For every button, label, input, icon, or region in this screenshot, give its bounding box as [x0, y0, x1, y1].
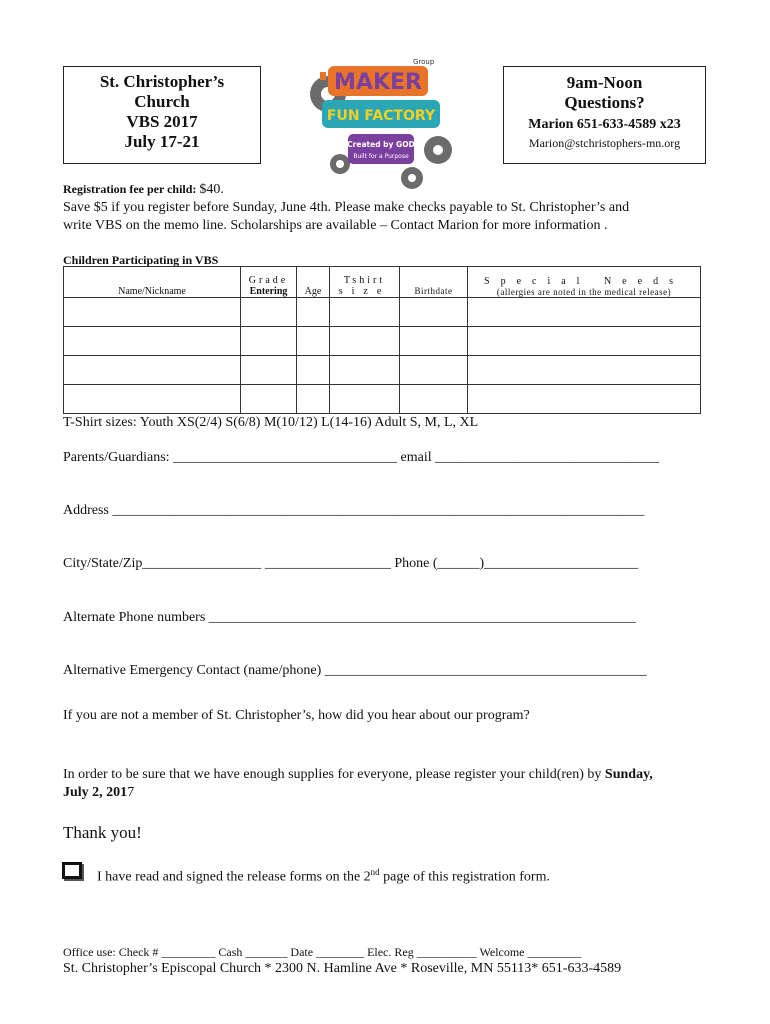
age-cell[interactable]: [297, 356, 330, 385]
event-dates: July 17-21: [124, 132, 200, 151]
birthdate-cell[interactable]: [400, 327, 468, 356]
maker-fun-factory-logo: [300, 52, 460, 192]
tshirt-cell[interactable]: [330, 298, 400, 327]
office-use-line: Office use: Check # _________ Cash _______ Date ________ Elec. Reg __________ Welcome _________: [63, 945, 582, 959]
release-checkbox[interactable]: [62, 862, 82, 879]
church-footer: St. Christopher’s Episcopal Church * 2300 N. Hamline Ave * Roseville, MN 55113* 651-633-4589: [63, 961, 622, 976]
event-name: VBS 2017: [126, 112, 198, 131]
tshirt-cell[interactable]: [330, 385, 400, 414]
birthdate-cell[interactable]: [400, 298, 468, 327]
deadline-text: In order to be sure that we have enough supplies for everyone, please register your child(ren) by: [63, 767, 605, 782]
deadline-date-end: 7: [127, 785, 135, 800]
needs-cell[interactable]: [468, 298, 701, 327]
grade-cell[interactable]: [241, 327, 297, 356]
col-header-birthdate: Birthdate: [400, 267, 468, 298]
contact-box: [503, 66, 706, 164]
how-heard-question: If you are not a member of St. Christopher’s, how did you hear about our program?: [63, 708, 530, 723]
save-line-1: Save $5 if you register before Sunday, June 4th. Please make checks payable to St. Christopher’s and: [63, 200, 630, 215]
logo-brand-text: Group: [413, 58, 435, 66]
save-line-2: write VBS on the memo line. Scholarships are available – Contact Marion for more information .: [63, 218, 608, 233]
deadline-date-a: Sunday,: [604, 767, 653, 782]
name-cell[interactable]: [64, 356, 241, 385]
name-cell[interactable]: [64, 298, 241, 327]
col-header-tshirt: Tshirt size: [330, 267, 400, 298]
tshirt-cell[interactable]: [330, 356, 400, 385]
deadline-date-b: July 2, 201: [63, 785, 128, 800]
table-row: [64, 327, 701, 356]
needs-cell[interactable]: [468, 327, 701, 356]
age-cell[interactable]: [297, 385, 330, 414]
grade-cell[interactable]: [241, 298, 297, 327]
col-header-grade: Grade Entering: [241, 267, 297, 298]
tshirt-sizes-note: T-Shirt sizes: Youth XS(2/4) S(6/8) M(10/12) L(14-16) Adult S, M, L, XL: [63, 415, 479, 430]
name-cell[interactable]: [64, 327, 241, 356]
fee-value: $40.: [199, 182, 224, 197]
needs-cell[interactable]: [468, 356, 701, 385]
logo-tagline-2: Built for a Purpose: [353, 153, 409, 160]
city-phone-field[interactable]: City/State/Zip_________________ __________________ Phone (______)______________________: [63, 556, 639, 571]
emergency-contact-field[interactable]: Alternative Emergency Contact (name/phone) ______________________________________________: [63, 663, 647, 678]
save-paragraph: [63, 199, 629, 235]
church-name-line2: Church: [134, 92, 190, 111]
col-header-special-needs: Special Needs (allergies are noted in the medical release): [468, 267, 701, 298]
grade-cell[interactable]: [241, 356, 297, 385]
tshirt-cell[interactable]: [330, 327, 400, 356]
children-table: [63, 266, 701, 414]
fee-line: [63, 180, 224, 199]
table-row: [64, 385, 701, 414]
release-statement: I have read and signed the release forms on the 2nd page of this registration form.: [97, 867, 550, 885]
col-header-name: Name/Nickname: [64, 267, 241, 298]
birthdate-cell[interactable]: [400, 385, 468, 414]
logo-maker-text: MAKER: [334, 70, 422, 95]
fee-label: Registration fee per child:: [63, 182, 197, 196]
deadline-paragraph: [63, 766, 653, 802]
contact-phone: Marion 651-633-4589 x23: [528, 117, 681, 132]
alternate-phone-field[interactable]: Alternate Phone numbers _____________________________________________________________: [63, 610, 636, 625]
birthdate-cell[interactable]: [400, 356, 468, 385]
time-text: 9am-Noon: [566, 73, 643, 92]
age-cell[interactable]: [297, 327, 330, 356]
logo-tagline-1: Created by GOD: [347, 140, 415, 149]
name-cell[interactable]: [64, 385, 241, 414]
contact-email: Marion@stchristophers-mn.org: [528, 136, 681, 150]
table-row: [64, 298, 701, 327]
thank-you-text: Thank you!: [63, 823, 142, 842]
needs-cell[interactable]: [468, 385, 701, 414]
parents-email-field[interactable]: Parents/Guardians: ________________________________ email ________________________________: [63, 450, 660, 465]
children-table-title: Children Participating in VBS: [63, 253, 219, 267]
church-info-box: [63, 66, 261, 164]
address-field[interactable]: Address ____________________________________________________________________________: [63, 503, 645, 518]
age-cell[interactable]: [297, 298, 330, 327]
col-header-age: Age: [297, 267, 330, 298]
table-row: [64, 356, 701, 385]
questions-heading: Questions?: [564, 93, 645, 112]
logo-fun-factory-text: FUN FACTORY: [326, 108, 436, 124]
church-name-line1: St. Christopher’s: [99, 72, 225, 91]
grade-cell[interactable]: [241, 385, 297, 414]
